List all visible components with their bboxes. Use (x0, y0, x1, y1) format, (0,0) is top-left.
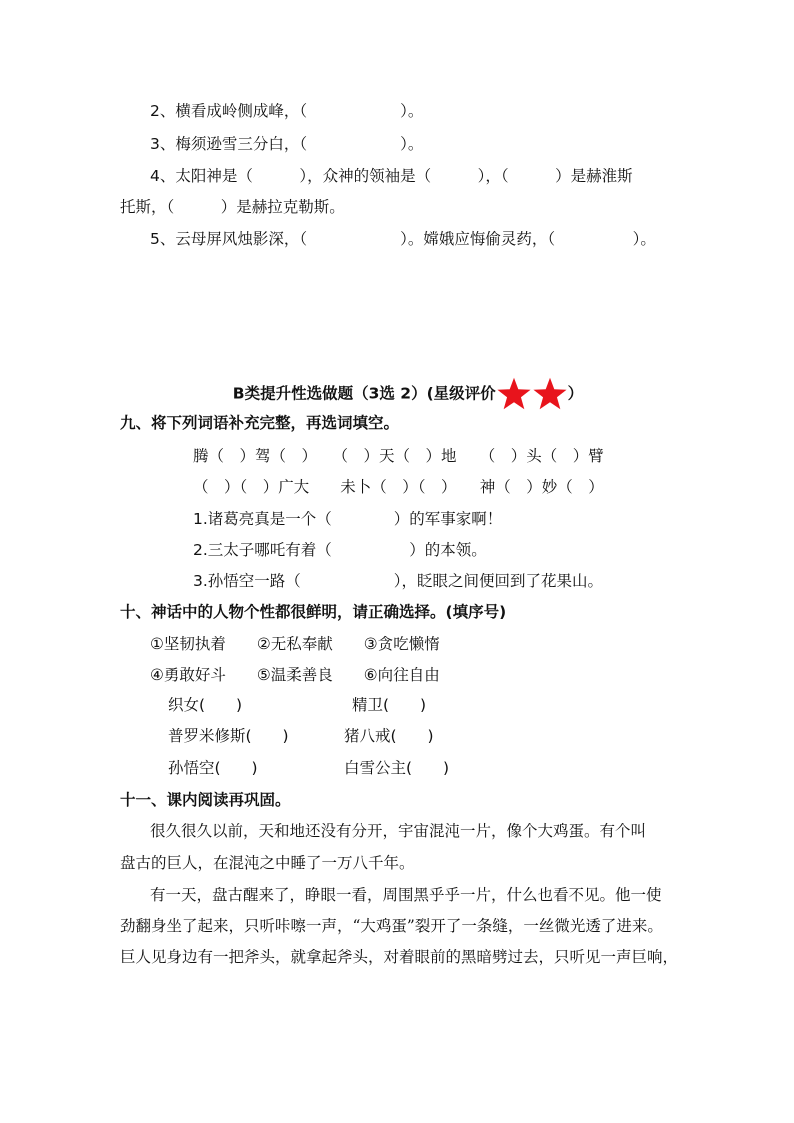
question-line-5: 5、云母屏风烛影深，（ ）。嫦娥应悔偷灵药，（ ）。 (150, 230, 656, 248)
q11-paragraph-2-line-1: 有一天，盘古醒来了，睁眼一看，周围黑乎乎一片，什么也看不见。他一使 (150, 886, 662, 904)
q10-options-row1: ①坚韧执着 ②无私奉献 ③贪吃懒惰 (150, 635, 440, 653)
q10-character-prometheus: 普罗米修斯( ) (168, 727, 289, 745)
q10-options-row2: ④勇敢好斗 ⑤温柔善良 ⑥向往自由 (150, 666, 440, 684)
section-b-title (222, 347, 583, 411)
q11-paragraph-2-line-2: 劲翻身坐了起来，只听咔嚓一声，“大鸡蛋”裂开了一条缝，一丝微光透了进来。 (120, 917, 663, 935)
question-line-3: 3、梅须逊雪三分白，（ ）。 (150, 135, 424, 153)
section-b-title-text: B类提升性选做题（3选 2）(星级评价 (232, 384, 496, 403)
q10-character-zhinv: 织女( ) (168, 696, 243, 714)
q9-words-row2: （ ）（ ）广大 未卜（ ）（ ） 神（ ）妙（ ） (193, 478, 604, 496)
question-line-4a: 4、太阳神是（ ），众神的领袖是（ ），（ ）是赫淮斯 (150, 167, 633, 185)
q11-paragraph-2-line-3: 巨人见身边有一把斧头，就拿起斧头，对着眼前的黑暗劈过去，只听见一声巨响， (120, 948, 679, 966)
q10-character-snow-white: 白雪公主( ) (344, 759, 450, 777)
question-line-4b: 托斯，（ ）是赫拉克勒斯。 (120, 198, 345, 216)
q10-character-jingwei: 精卫( ) (352, 696, 427, 714)
question-line-2: 2、横看成岭侧成峰，（ ）。 (150, 102, 424, 120)
q11-title: 十一、课内阅读再巩固。 (120, 791, 291, 809)
q9-title: 九、将下列词语补充完整，再选词填空。 (120, 414, 400, 432)
q9-sentence-3: 3.孙悟空一路（ ），眨眼之间便回到了花果山。 (193, 572, 604, 590)
q10-character-sunwukong: 孙悟空( ) (168, 759, 258, 777)
q9-sentence-2: 2.三太子哪吒有着（ ）的本领。 (193, 541, 487, 559)
q9-words-row1: 腾（ ）驾（ ） （ ）天（ ）地 （ ）头（ ）臂 (193, 447, 604, 465)
section-b-title-close: ） (567, 384, 584, 403)
q11-paragraph-1-line-2: 盘古的巨人，在混沌之中睡了一万八千年。 (120, 854, 415, 872)
q9-sentence-1: 1.诸葛亮真是一个（ ）的军事家啊！ (193, 510, 503, 528)
q10-character-zhubajie: 猪八戒( ) (344, 727, 434, 745)
star-icon (496, 377, 532, 411)
star-icon (532, 377, 568, 411)
q11-paragraph-1-line-1: 很久很久以前，天和地还没有分开，宇宙混沌一片，像个大鸡蛋。有个叫 (150, 822, 647, 840)
q10-title: 十、神话中的人物个性都很鲜明，请正确选择。(填序号) (120, 603, 507, 621)
